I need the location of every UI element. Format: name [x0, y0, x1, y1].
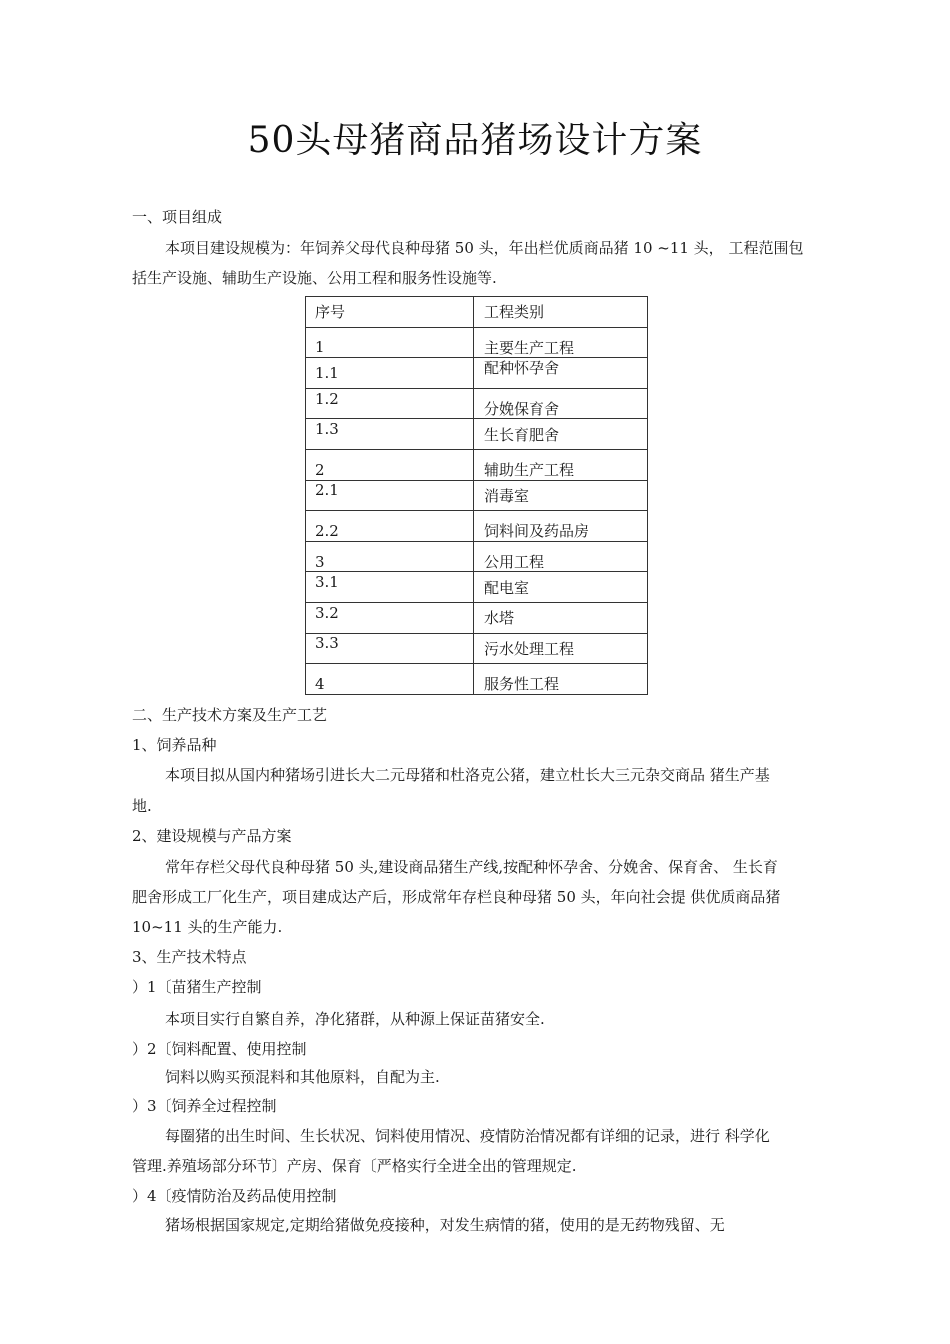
- table-cell-category: 生长育肥舍: [474, 419, 648, 450]
- table-cell-category: 饲料间及药品房: [474, 511, 648, 542]
- table-cell-number: 3: [306, 541, 474, 572]
- sub3-heading: 3、生产技术特点: [132, 948, 247, 966]
- sub2-heading: 2、建设规模与产品方案: [132, 827, 292, 845]
- sub1-line2: 地.: [132, 797, 152, 815]
- section1-intro-line2: 括生产设施、辅助生产设施、公用工程和服务性设施等.: [132, 269, 497, 287]
- section1-heading: 一、项目组成: [132, 208, 223, 226]
- sub2-line3: 10~11 头的生产能力.: [132, 918, 283, 936]
- sub2-line1: 常年存栏父母代良种母猪 50 头,建设商品猪生产线,按配种怀孕舍、分娩舍、保育舍、 生长育: [165, 858, 778, 876]
- table-row: [306, 388, 648, 419]
- table-cell-category: 公用工程: [474, 541, 648, 572]
- table-row: [306, 511, 648, 542]
- item2-label: ）2〔饲料配置、使用控制: [132, 1040, 307, 1058]
- table-cell-number: 3.1: [306, 572, 474, 603]
- table-cell-category: 消毒室: [474, 480, 648, 511]
- table-row: [306, 664, 648, 695]
- table-header-row: [306, 297, 648, 328]
- table-row: [306, 480, 648, 511]
- table-cell-category: 服务性工程: [474, 664, 648, 695]
- item2-text: 饲料以购买预混料和其他原料，自配为主.: [165, 1068, 440, 1086]
- table-cell-number: 3.2: [306, 602, 474, 633]
- table-row: [306, 572, 648, 603]
- item1-text: 本项目实行自繁自养，净化猪群，从种源上保证苗猪安全.: [165, 1010, 545, 1028]
- item3-text: 每圈猪的出生时间、生长状况、饲料使用情况、疫情防治情况都有详细的记录，进行 科学化: [165, 1127, 770, 1145]
- item1-label: ）1〔苗猪生产控制: [132, 978, 262, 996]
- table-cell-number: 1.3: [306, 419, 474, 450]
- project-table: [305, 296, 648, 695]
- sub1-line1: 本项目拟从国内种猪场引进长大二元母猪和杜洛克公猪，建立杜长大三元杂交商品 猪生产基: [165, 766, 770, 784]
- table-cell-category: 分娩保育舍: [474, 388, 648, 419]
- table-cell-category: 配电室: [474, 572, 648, 603]
- sub1-heading: 1、饲养品种: [132, 736, 217, 754]
- table-row: [306, 541, 648, 572]
- sub2-line2: 肥舍形成工厂化生产，项目建成达产后，形成常年存栏良种母猪 50 头，年向社会提 供优质商品猪: [132, 888, 781, 906]
- table-cell-number: 4: [306, 664, 474, 695]
- table-cell-number: 1: [306, 327, 474, 358]
- table-cell-number: 1.1: [306, 358, 474, 389]
- table-cell-category: 辅助生产工程: [474, 449, 648, 480]
- table-row: [306, 602, 648, 633]
- table-header-cell: 序号: [306, 297, 474, 328]
- item3-text2: 管理.养殖场部分环节〕产房、保育〔严格实行全进全出的管理规定.: [132, 1157, 577, 1175]
- table-cell-number: 2: [306, 449, 474, 480]
- table-row: [306, 327, 648, 358]
- table-cell-category: 主要生产工程: [474, 327, 648, 358]
- table-cell-category: 污水处理工程: [474, 633, 648, 664]
- table-cell-number: 3.3: [306, 633, 474, 664]
- table-cell-number: 2.1: [306, 480, 474, 511]
- table-row: [306, 358, 648, 389]
- table-header-cell: 工程类别: [474, 297, 648, 328]
- table-row: [306, 633, 648, 664]
- table-cell-number: 2.2: [306, 511, 474, 542]
- item3-label: ）3〔饲养全过程控制: [132, 1097, 277, 1115]
- section1-intro-line1: 本项目建设规模为：年饲养父母代良种母猪 50 头，年出栏优质商品猪 10 ~11 头， 工程范围包: [165, 239, 804, 257]
- table-row: [306, 449, 648, 480]
- section2-heading: 二、生产技术方案及生产工艺: [132, 706, 328, 724]
- table-row: [306, 419, 648, 450]
- page-title: 50头母猪商品猪场设计方案: [247, 120, 703, 161]
- table-cell-number: 1.2: [306, 388, 474, 419]
- item4-label: ）4〔疫情防治及药品使用控制: [132, 1187, 337, 1205]
- item4-text: 猪场根据国家规定,定期给猪做免疫接种，对发生病情的猪，使用的是无药物残留、无: [165, 1216, 725, 1234]
- table-cell-category: 水塔: [474, 602, 648, 633]
- table-cell-category: 配种怀孕舍: [474, 358, 648, 389]
